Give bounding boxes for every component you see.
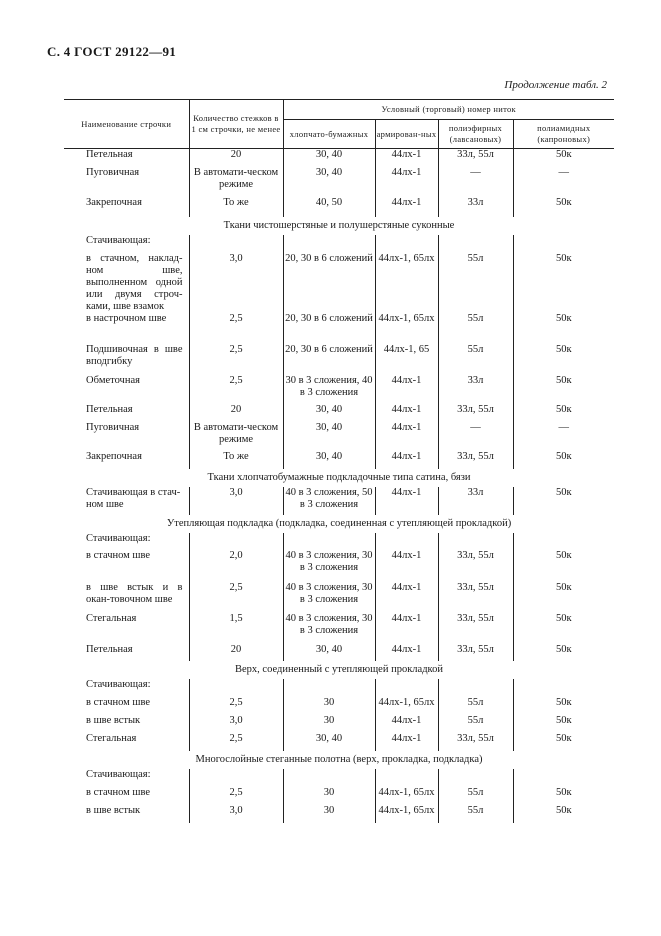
row-name: Стегальная (86, 612, 137, 624)
row-name: в стачном, наклад-ном шве, выполненном одной или двумя строч-ками, шве взамок (86, 252, 183, 312)
row-polyester: 55л (438, 715, 513, 733)
table-row (64, 422, 614, 451)
row-stitches: 3,0 (189, 253, 283, 313)
row-polyester: 33л (438, 487, 513, 515)
row-stitches: То же (189, 197, 283, 217)
row-reinforced: 44лх-1, 65лх (375, 697, 438, 715)
row-reinforced: 44лх-1 (375, 451, 438, 469)
header-name: Наименование строчки (64, 100, 189, 149)
row-polyester: 55л (438, 697, 513, 715)
row-cotton: 40 в 3 сложения, 30 в 3 сложения (283, 613, 375, 644)
row-polyamide (513, 679, 614, 697)
table-row (64, 769, 614, 787)
row-polyester: 55л (438, 787, 513, 805)
row-name: в настрочном шве (86, 312, 167, 324)
section-header-row (64, 469, 614, 487)
row-name: Стачивающая: (86, 768, 151, 780)
table-row (64, 167, 614, 197)
row-polyester: 33л, 55л (438, 149, 513, 167)
row-stitches: 20 (189, 149, 283, 167)
row-cotton: 30, 40 (283, 644, 375, 661)
row-reinforced: 44лх-1, 65лх (375, 787, 438, 805)
row-cotton: 20, 30 в 6 сложений (283, 313, 375, 344)
row-polyamide: 50к (513, 149, 614, 167)
row-reinforced: 44лх-1 (375, 733, 438, 751)
table-row (64, 451, 614, 469)
row-cotton: 20, 30 в 6 сложений (283, 253, 375, 313)
row-polyester (438, 769, 513, 787)
row-reinforced: 44лх-1 (375, 149, 438, 167)
row-name: Стегальная (86, 732, 137, 744)
row-stitches: 20 (189, 644, 283, 661)
table-row (64, 235, 614, 253)
row-polyamide: 50к (513, 451, 614, 469)
row-reinforced: 44лх-1, 65лх (375, 313, 438, 344)
row-stitches: 2,5 (189, 375, 283, 404)
row-reinforced: 44лх-1 (375, 375, 438, 404)
section-title: Ткани хлопчатобумажные подкладочные типа сатина, бязи (207, 471, 471, 483)
header-stitches: Количество стежков в 1 см строчки, не менее (189, 100, 283, 149)
row-name: Пуговичная (86, 166, 140, 178)
row-reinforced: 44лх-1 (375, 197, 438, 217)
row-cotton: 40 в 3 сложения, 50 в 3 сложения (283, 487, 375, 515)
row-polyamide: 50к (513, 344, 614, 375)
row-polyamide (513, 533, 614, 550)
table-row (64, 313, 614, 344)
row-polyamide: 50к (513, 582, 614, 613)
row-stitches (189, 679, 283, 697)
row-polyester: 33л, 55л (438, 550, 513, 582)
table-row (64, 344, 614, 375)
table-row (64, 582, 614, 613)
row-name: Закрепочная (86, 450, 142, 462)
table-row (64, 149, 614, 167)
row-polyester: 33л, 55л (438, 733, 513, 751)
header-reinforced: армирован-ных (375, 120, 438, 149)
header-thread-group: Условный (торговый) номер ниток (283, 100, 614, 120)
table-row (64, 697, 614, 715)
row-stitches: 2,5 (189, 344, 283, 375)
row-name: Петельная (86, 149, 133, 160)
table-row (64, 550, 614, 582)
row-reinforced (375, 769, 438, 787)
row-polyester: 55л (438, 313, 513, 344)
row-stitches: 3,0 (189, 805, 283, 823)
row-polyamide: 50к (513, 375, 614, 404)
row-name: в стачном шве (86, 786, 151, 798)
row-stitches: 3,0 (189, 487, 283, 515)
section-header-row (64, 515, 614, 533)
row-stitches: 20 (189, 404, 283, 422)
row-reinforced: 44лх-1 (375, 404, 438, 422)
row-reinforced: 44лх-1 (375, 167, 438, 197)
row-name: в шве встык (86, 714, 141, 726)
row-polyamide: 50к (513, 197, 614, 217)
table-row (64, 404, 614, 422)
row-reinforced: 44лх-1 (375, 613, 438, 644)
row-cotton: 30, 40 (283, 733, 375, 751)
row-name: Стачивающая в стач-ном шве (86, 486, 181, 510)
row-polyester: 33л, 55л (438, 404, 513, 422)
table-body (64, 149, 614, 823)
row-polyamide: — (513, 422, 614, 451)
row-polyester: 55л (438, 344, 513, 375)
page-header: С. 4 ГОСТ 29122—91 (47, 44, 177, 59)
table-row (64, 805, 614, 823)
row-stitches: В автомати-ческом режиме (189, 422, 283, 451)
row-name: в шве встык (86, 804, 141, 816)
row-reinforced: 44лх-1 (375, 487, 438, 515)
table-row (64, 375, 614, 404)
row-cotton: 30, 40 (283, 451, 375, 469)
table-row (64, 787, 614, 805)
row-stitches: 2,5 (189, 582, 283, 613)
row-cotton: 30 (283, 715, 375, 733)
table-row (64, 253, 614, 313)
row-cotton (283, 235, 375, 253)
row-polyester: 33л (438, 197, 513, 217)
row-cotton: 30 (283, 697, 375, 715)
row-polyamide: 50к (513, 787, 614, 805)
row-name: Закрепочная (86, 196, 142, 208)
row-name: Подшивочная в шве вподгибку (86, 343, 183, 367)
row-cotton (283, 769, 375, 787)
row-stitches (189, 533, 283, 550)
row-polyamide (513, 235, 614, 253)
row-reinforced: 44лх-1, 65лх (375, 805, 438, 823)
row-polyester: 33л, 55л (438, 451, 513, 469)
table-continuation-label: Продолжение табл. 2 (504, 79, 607, 91)
row-reinforced: 44лх-1 (375, 582, 438, 613)
row-polyamide: 50к (513, 487, 614, 515)
row-cotton: 30 (283, 805, 375, 823)
row-stitches: 1,5 (189, 613, 283, 644)
header-polyamide: полиамидных (капроновых) (513, 120, 614, 149)
section-header-row (64, 751, 614, 769)
row-reinforced: 44лх-1, 65 (375, 344, 438, 375)
row-cotton: 40 в 3 сложения, 30 в 3 сложения (283, 582, 375, 613)
row-name: Петельная (86, 643, 133, 655)
table-row (64, 197, 614, 217)
row-polyamide: 50к (513, 404, 614, 422)
row-polyamide: — (513, 167, 614, 197)
row-cotton: 30, 40 (283, 404, 375, 422)
row-stitches: В автомати-ческом режиме (189, 167, 283, 197)
row-polyester: 55л (438, 253, 513, 313)
row-polyester: 33л (438, 375, 513, 404)
row-cotton: 30, 40 (283, 149, 375, 167)
row-reinforced: 44лх-1 (375, 550, 438, 582)
row-name: Стачивающая: (86, 532, 151, 544)
row-reinforced: 44лх-1 (375, 422, 438, 451)
table-row (64, 679, 614, 697)
row-polyester: 33л, 55л (438, 613, 513, 644)
header-cotton: хлопчато-бумажных (283, 120, 375, 149)
table-row (64, 533, 614, 550)
row-stitches: 2,5 (189, 787, 283, 805)
row-name: Обметочная (86, 374, 140, 386)
section-title: Верх, соединенный с утепляющей прокладкой (235, 663, 443, 675)
row-name: в шве встык и в окан-товочном шве (86, 581, 183, 605)
row-name: Стачивающая: (86, 678, 151, 690)
row-cotton: 40, 50 (283, 197, 375, 217)
row-polyester: 33л, 55л (438, 582, 513, 613)
row-polyamide: 50к (513, 253, 614, 313)
row-polyamide: 50к (513, 550, 614, 582)
row-stitches (189, 235, 283, 253)
row-reinforced: 44лх-1 (375, 644, 438, 661)
thread-table (64, 99, 614, 823)
row-cotton: 30 (283, 787, 375, 805)
row-stitches: То же (189, 451, 283, 469)
table-row (64, 715, 614, 733)
table-row (64, 487, 614, 515)
row-stitches: 2,5 (189, 313, 283, 344)
row-reinforced: 44лх-1, 65лх (375, 253, 438, 313)
row-name: Стачивающая: (86, 234, 151, 246)
row-polyester: 33л, 55л (438, 644, 513, 661)
row-stitches: 2,0 (189, 550, 283, 582)
row-cotton: 20, 30 в 6 сложений (283, 344, 375, 375)
row-polyester (438, 679, 513, 697)
row-cotton (283, 533, 375, 550)
row-polyester (438, 533, 513, 550)
row-cotton: 30 в 3 сложения, 40 в 3 сложения (283, 375, 375, 404)
row-reinforced (375, 235, 438, 253)
section-header-row (64, 217, 614, 235)
section-title: Многослойные стеганные полотна (верх, прокладка, подкладка) (195, 753, 483, 765)
row-name: в стачном шве (86, 696, 151, 708)
row-reinforced (375, 679, 438, 697)
row-stitches: 2,5 (189, 697, 283, 715)
row-stitches: 3,0 (189, 715, 283, 733)
section-title: Ткани чистошерстяные и полушерстяные суконные (223, 219, 455, 231)
row-cotton: 40 в 3 сложения, 30 в 3 сложения (283, 550, 375, 582)
table-row (64, 733, 614, 751)
row-cotton: 30, 40 (283, 422, 375, 451)
row-polyester (438, 235, 513, 253)
row-polyester: — (438, 167, 513, 197)
table-row (64, 644, 614, 661)
table-row (64, 613, 614, 644)
row-name: Пуговичная (86, 421, 140, 433)
row-name: Петельная (86, 403, 133, 415)
row-polyamide (513, 769, 614, 787)
row-stitches: 2,5 (189, 733, 283, 751)
row-cotton (283, 679, 375, 697)
row-reinforced: 44лх-1 (375, 715, 438, 733)
section-title: Утепляющая подкладка (подкладка, соединенная с утепляющей прокладкой) (166, 517, 512, 529)
row-polyamide: 50к (513, 313, 614, 344)
row-polyamide: 50к (513, 733, 614, 751)
row-polyamide: 50к (513, 644, 614, 661)
header-polyester: полиэфирных (лавсановых) (438, 120, 513, 149)
row-reinforced (375, 533, 438, 550)
row-polyamide: 50к (513, 697, 614, 715)
row-polyester: — (438, 422, 513, 451)
row-polyester: 55л (438, 805, 513, 823)
section-header-row (64, 661, 614, 679)
row-polyamide: 50к (513, 613, 614, 644)
row-polyamide: 50к (513, 715, 614, 733)
row-name: в стачном шве (86, 549, 151, 561)
row-stitches (189, 769, 283, 787)
row-cotton: 30, 40 (283, 167, 375, 197)
row-polyamide: 50к (513, 805, 614, 823)
